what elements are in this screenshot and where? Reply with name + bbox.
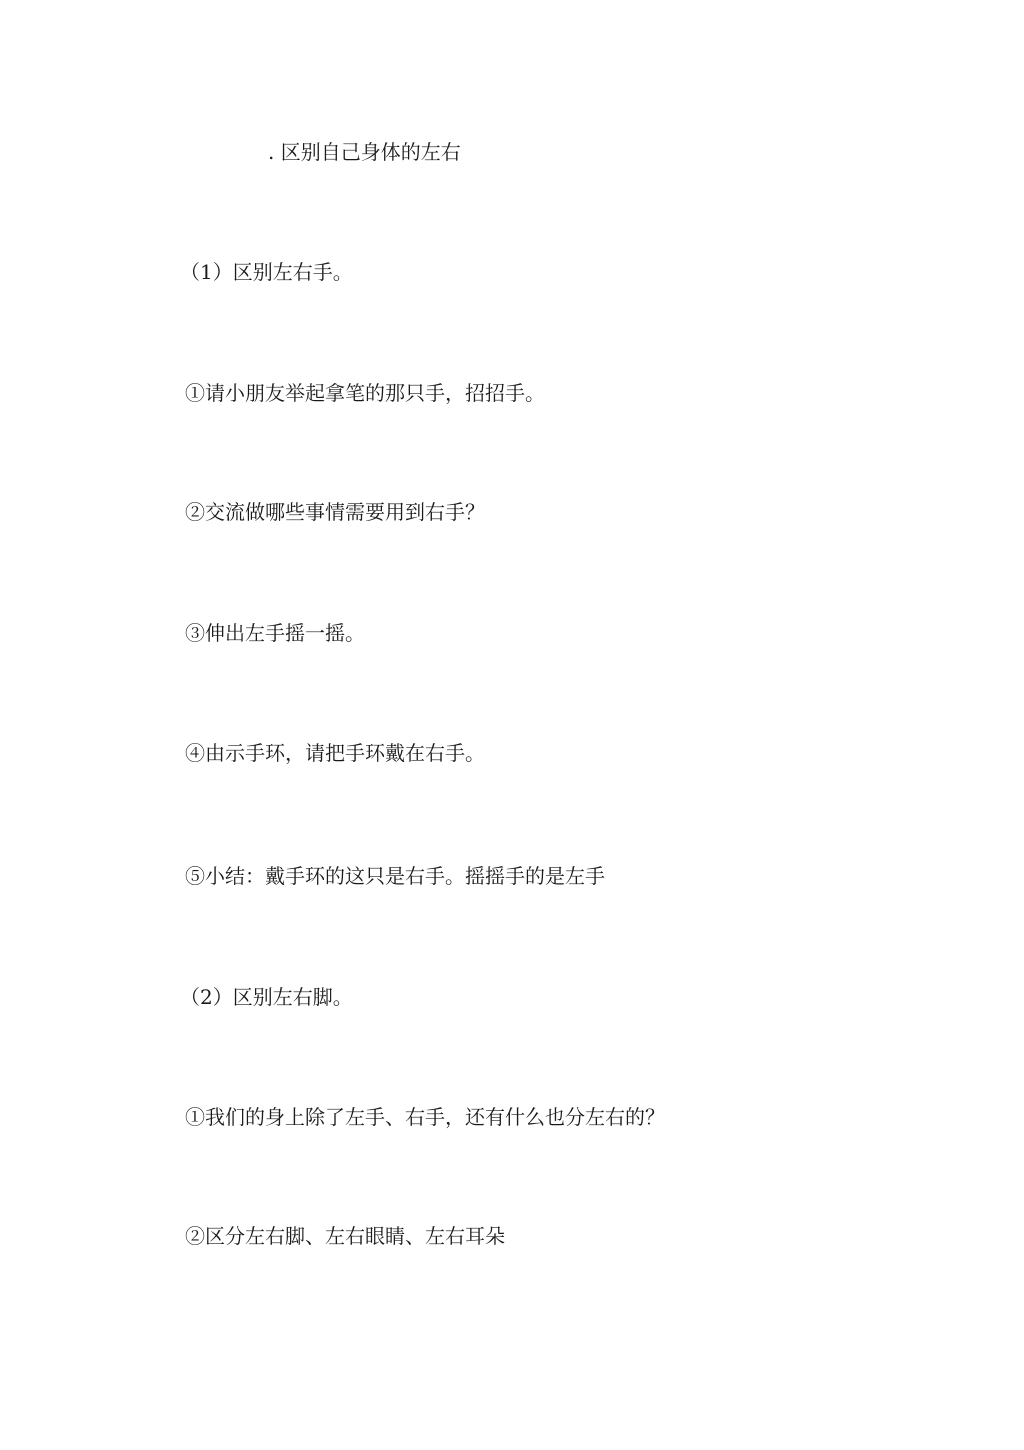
subsection-heading-hands: （1）区别左右手。 — [180, 260, 353, 284]
section-heading: . 区别自己身体的左右 — [268, 140, 461, 164]
paragraph-line: ①我们的身上除了左手、右手，还有什么也分左右的？ — [185, 1105, 665, 1129]
paragraph-line: ③伸出左手摇一摇。 — [185, 621, 365, 645]
paragraph-line: ①请小朋友举起拿笔的那只手，招招手。 — [185, 381, 545, 405]
paragraph-line: ⑤小结：戴手环的这只是右手。摇摇手的是左手 — [185, 864, 605, 888]
paragraph-line: ②交流做哪些事情需要用到右手？ — [185, 500, 485, 524]
subsection-heading-feet: （2）区别左右脚。 — [180, 985, 353, 1009]
paragraph-line: ②区分左右脚、左右眼睛、左右耳朵 — [185, 1224, 505, 1248]
paragraph-line: ④由示手环，请把手环戴在右手。 — [185, 741, 485, 765]
